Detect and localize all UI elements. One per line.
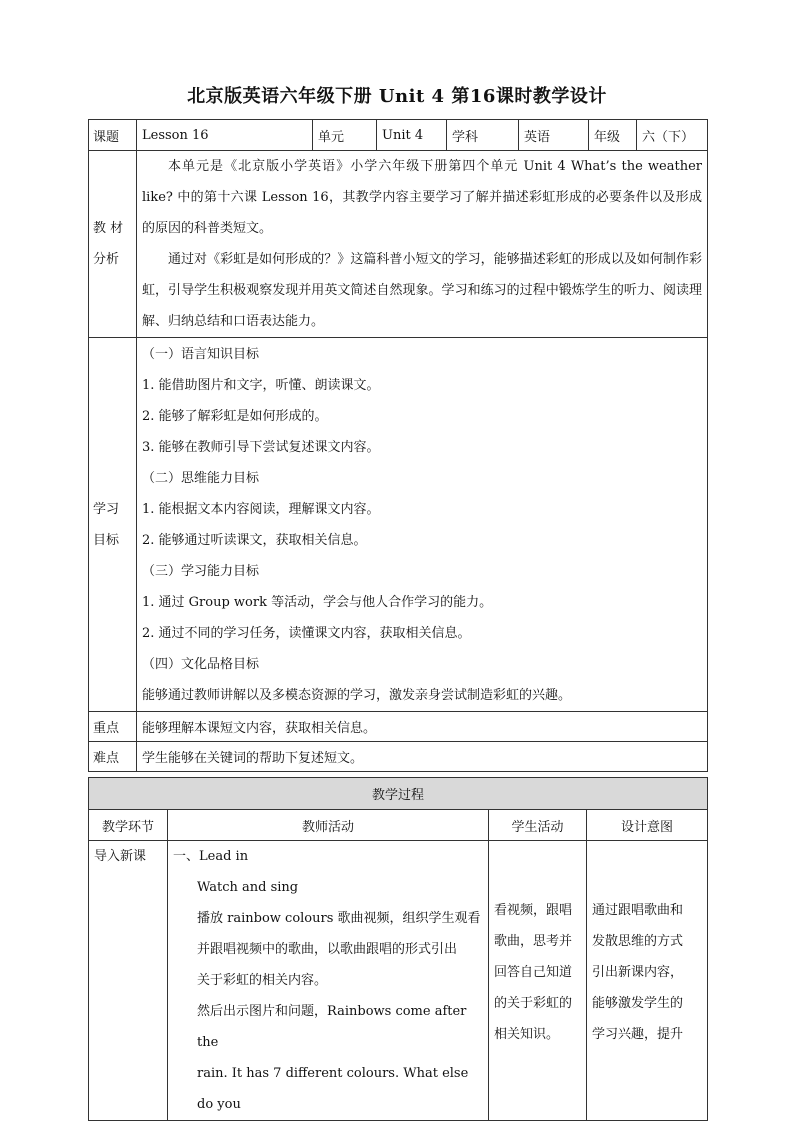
- objective-line: 2. 能够了解彩虹是如何形成的。: [142, 408, 328, 424]
- value-subject: 英语: [519, 120, 589, 151]
- teacher-line: Watch and sing: [197, 880, 299, 895]
- objective-line: 1. 能根据文本内容阅读，理解课文内容。: [142, 501, 380, 517]
- objective-line: 2. 通过不同的学习任务，读懂课文内容，获取相关信息。: [142, 625, 471, 641]
- teacher-line: 一、Lead in: [173, 849, 249, 864]
- process-heading: 教学过程: [89, 778, 708, 810]
- student-activity-cell: [489, 841, 587, 1121]
- student-line: 回答自己知道: [494, 965, 573, 980]
- info-row: [89, 120, 708, 151]
- key-point-label: 重点: [89, 712, 137, 742]
- objective-line: 3. 能够在教师引导下尝试复述课文内容。: [142, 439, 380, 455]
- design-line: 发散思维的方式: [592, 934, 684, 949]
- column-header-design: 设计意图: [587, 810, 708, 841]
- objective-line: （一）语言知识目标: [142, 346, 260, 362]
- column-header-teacher: 教师活动: [168, 810, 489, 841]
- objectives-content: [137, 338, 708, 712]
- document-title: 北京版英语六年级下册 Unit 4 第16课时教学设计: [187, 86, 607, 107]
- label-lesson: 课题: [89, 120, 137, 151]
- teacher-line: 并跟唱视频中的歌曲，以歌曲跟唱的形式引出: [197, 942, 458, 957]
- objective-line: （四）文化品格目标: [142, 656, 260, 672]
- column-header-student: 学生活动: [489, 810, 587, 841]
- label-subject: 学科: [447, 120, 519, 151]
- student-line: 相关知识。: [494, 1027, 560, 1042]
- analysis-content: [137, 151, 708, 338]
- design-line: 通过跟唱歌曲和: [592, 903, 684, 918]
- teaching-process-table: [88, 777, 708, 1121]
- design-intent-cell: [587, 841, 708, 1121]
- teacher-line: 然后出示图片和问题，Rainbows come after the: [197, 1004, 467, 1050]
- objectives-label: [89, 338, 137, 712]
- key-point-text: 能够理解本课短文内容，获取相关信息。: [137, 712, 708, 742]
- student-line: 歌曲，思考并: [494, 934, 573, 949]
- objective-line: 2. 能够通过听读课文，获取相关信息。: [142, 532, 367, 548]
- student-line: 看视频，跟唱: [494, 903, 573, 918]
- difficulty-row: [89, 742, 708, 772]
- teacher-line: rain. It has 7 different colours. What else do you: [197, 1066, 469, 1112]
- process-heading-row: [89, 778, 708, 810]
- lesson-info-table: [88, 119, 708, 772]
- objective-line: 能够通过教师讲解以及多模态资源的学习，激发亲身尝试制造彩虹的兴趣。: [142, 687, 572, 703]
- student-line: 的关于彩虹的: [494, 996, 573, 1011]
- objective-line: 1. 能借助图片和文字，听懂、朗读课文。: [142, 377, 380, 393]
- design-line: 学习兴趣，提升: [592, 1027, 684, 1042]
- value-grade: 六（下）: [637, 120, 708, 151]
- teacher-line: 播放 rainbow colours 歌曲视频，组织学生观看: [197, 911, 481, 926]
- objective-line: （三）学习能力目标: [142, 563, 260, 579]
- stage-name: 导入新课: [94, 849, 147, 864]
- value-unit: Unit 4: [377, 120, 447, 151]
- difficulty-text: 学生能够在关键词的帮助下复述短文。: [137, 742, 708, 772]
- process-row: [89, 841, 708, 1121]
- label-grade: 年级: [589, 120, 637, 151]
- design-line: 引出新课内容，: [592, 965, 684, 980]
- objectives-row: [89, 338, 708, 712]
- analysis-paragraph: 本单元是《北京版小学英语》小学六年级下册第四个单元 Unit 4 What’s the weather like? 中的第十六课 Lesson 16，其教学内容主要学习了解并描述彩虹形成的必要条件以及形成的原因的科普类短文。: [142, 159, 702, 236]
- key-point-row: [89, 712, 708, 742]
- process-header-row: [89, 810, 708, 841]
- objective-line: 1. 通过 Group work 等活动，学会与他人合作学习的能力。: [142, 594, 493, 610]
- objectives-label-line: 学习: [93, 501, 120, 517]
- analysis-paragraph: 通过对《彩虹是如何形成的？》这篇科普小短文的学习，能够描述彩虹的形成以及如何制作彩虹，引导学生积极观察发现并用英文简述自然现象。学习和练习的过程中锻炼学生的听力、阅读理解、归纳总结和口语表达能力。: [142, 252, 702, 329]
- value-lesson: Lesson 16: [137, 120, 313, 151]
- teacher-activity-cell: [168, 841, 489, 1121]
- difficulty-label: 难点: [89, 742, 137, 772]
- objectives-label-line: 目标: [93, 532, 120, 548]
- analysis-label: [89, 151, 137, 338]
- analysis-label-line: 教 材: [93, 221, 124, 236]
- column-header-stage: 教学环节: [89, 810, 168, 841]
- analysis-row: [89, 151, 708, 338]
- teacher-line: 关于彩虹的相关内容。: [197, 973, 328, 988]
- analysis-label-line: 分析: [93, 252, 120, 267]
- objective-line: （二）思维能力目标: [142, 470, 260, 486]
- stage-cell: [89, 841, 168, 1121]
- label-unit: 单元: [313, 120, 377, 151]
- design-line: 能够激发学生的: [592, 996, 684, 1011]
